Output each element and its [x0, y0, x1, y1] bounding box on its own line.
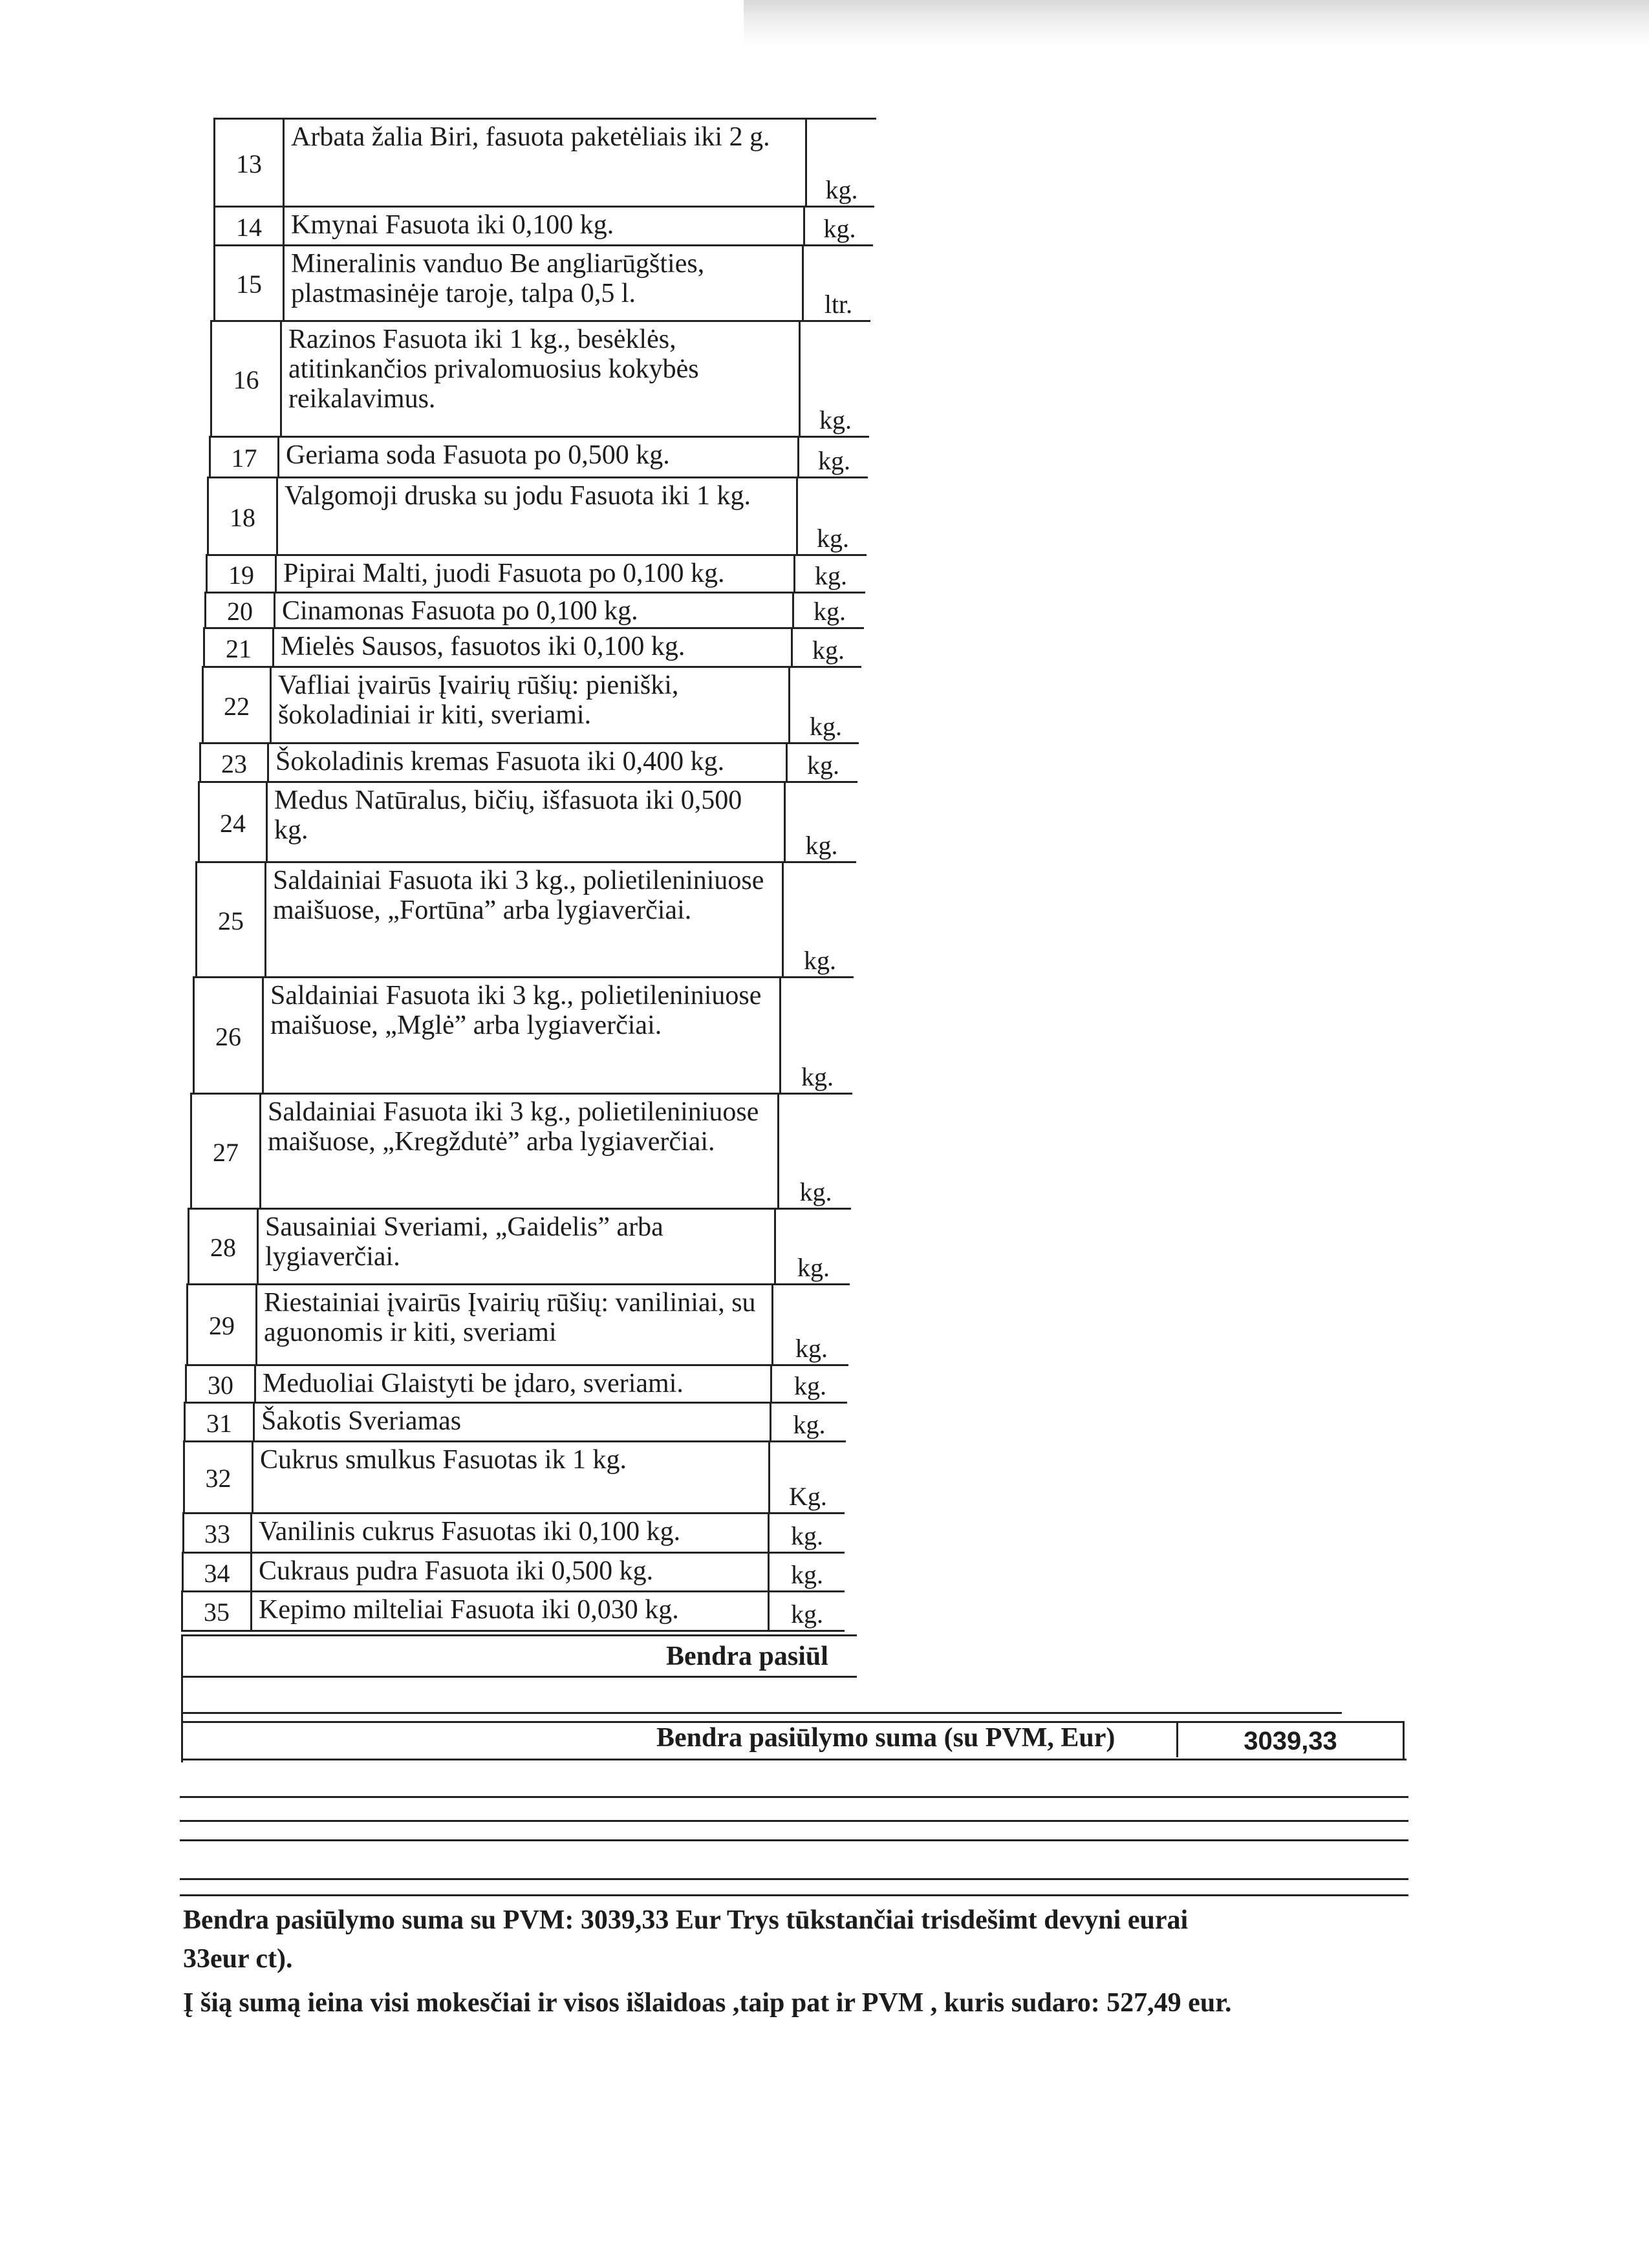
item-description: Saldainiai Fasuota iki 3 kg., polietileniniuose maišuose, „Fortūna” arba lygiaverčiai. — [266, 863, 784, 978]
table-row — [190, 1093, 852, 1210]
item-description: Mineralinis vanduo Be angliarūgšties, plastmasinėje taroje, talpa 0,5 l. — [285, 246, 804, 322]
item-number: 33 — [182, 1514, 252, 1554]
item-description: Pipirai Malti, juodi Fasuota po 0,100 kg. — [277, 556, 795, 594]
table-row — [213, 118, 876, 208]
total-cut-label: Bendra pasiūl — [666, 1642, 828, 1671]
item-description: Cukrus smulkus Fasuotas ik 1 kg. — [253, 1442, 770, 1514]
item-description: Kepimo milteliai Fasuota iki 0,030 kg. — [252, 1592, 770, 1632]
blank-line-2 — [180, 1820, 1408, 1822]
item-number: 27 — [190, 1095, 261, 1210]
item-number: 19 — [206, 556, 277, 594]
blank-line-3 — [180, 1839, 1408, 1841]
table-row — [182, 1512, 845, 1554]
total-value: 3039,33 — [1244, 1727, 1337, 1755]
item-number: 29 — [186, 1285, 257, 1366]
item-number: 22 — [202, 668, 272, 744]
blank-line-5 — [180, 1894, 1408, 1896]
item-unit: kg. — [801, 1062, 834, 1091]
item-unit: kg. — [791, 1521, 823, 1550]
item-unit: kg. — [794, 1371, 826, 1400]
table-row — [198, 781, 857, 863]
item-description: Saldainiai Fasuota iki 3 kg., polietileniniuose maišuose, „Mglė” arba lygiaverčiai. — [264, 978, 781, 1095]
total-row-line-bottom — [181, 1759, 1406, 1760]
item-unit: kg. — [815, 561, 847, 590]
item-unit: Kg. — [789, 1482, 827, 1511]
item-number: 31 — [184, 1404, 255, 1442]
item-description: Šakotis Sveriamas — [255, 1404, 771, 1442]
summary-line-3: Į šią sumą ieina visi mokesčiai ir visos išlaidoas ,taip pat ir PVM , kuris sudaro: 527,49 eur. — [183, 1988, 1232, 2018]
table-row — [182, 1552, 845, 1592]
table-bottom-line — [181, 1630, 845, 1632]
scan-shadow — [744, 0, 1649, 45]
item-number: 32 — [183, 1442, 253, 1514]
item-number: 35 — [181, 1592, 252, 1632]
table-row — [203, 627, 864, 668]
table-row — [188, 1208, 851, 1285]
item-unit: kg. — [791, 1560, 823, 1589]
item-description: Arbata žalia Biri, fasuota paketėliais iki 2 g. — [285, 120, 807, 208]
item-description: Kmynai Fasuota iki 0,100 kg. — [285, 208, 805, 246]
item-number: 26 — [193, 978, 264, 1095]
table-row — [213, 244, 873, 322]
table-row — [206, 554, 867, 594]
item-unit: kg. — [793, 1410, 826, 1439]
item-unit: kg. — [799, 1177, 832, 1206]
total-row-line-top — [181, 1634, 857, 1636]
table-row — [210, 320, 870, 438]
total-row-line-mid — [181, 1676, 857, 1678]
item-description: Meduoliai Glaistyti be įdaro, sveriami. — [256, 1366, 772, 1404]
item-unit: kg. — [795, 1334, 828, 1363]
item-unit: kg. — [791, 1599, 823, 1629]
item-description: Mielės Sausos, fasuotos iki 0,100 kg. — [274, 629, 793, 668]
blank-line-4 — [180, 1878, 1408, 1880]
item-number: 25 — [195, 863, 266, 978]
table-row — [181, 1590, 845, 1632]
item-description: Razinos Fasuota iki 1 kg., besėklės, atitinkančios privalomuosius kokybės reikalavimus. — [282, 322, 801, 438]
item-number: 20 — [204, 594, 275, 629]
item-description: Vanilinis cukrus Fasuotas iki 0,100 kg. — [252, 1514, 770, 1554]
item-unit: kg. — [818, 446, 850, 475]
item-number: 13 — [213, 120, 285, 208]
item-number: 23 — [199, 744, 269, 783]
item-description: Valgomoji druska su jodu Fasuota iki 1 kg. — [278, 478, 798, 556]
table-row — [184, 1402, 847, 1442]
table-row — [202, 666, 861, 744]
item-unit: kg. — [819, 405, 852, 434]
summary-line-1: Bendra pasiūlymo suma su PVM: 3039,33 Eur Trys tūkstančiai trisdešimt devyni eurai — [183, 1905, 1189, 1935]
item-unit: kg. — [823, 214, 856, 243]
table-row — [209, 436, 869, 478]
item-number: 30 — [185, 1366, 256, 1404]
item-number: 24 — [198, 783, 268, 863]
item-unit: kg. — [825, 175, 858, 204]
total-value-cell — [1178, 1721, 1405, 1760]
item-unit: kg. — [807, 751, 839, 780]
item-unit: kg. — [812, 636, 845, 665]
table-row — [207, 476, 868, 556]
item-unit: kg. — [810, 712, 842, 741]
blank-line-1 — [180, 1796, 1408, 1798]
item-number: 18 — [207, 478, 278, 556]
item-unit: kg. — [817, 524, 849, 553]
table-row — [193, 976, 854, 1095]
item-unit: kg. — [814, 597, 846, 626]
item-description: Cinamonas Fasuota po 0,100 kg. — [275, 594, 794, 629]
item-description: Šokoladinis kremas Fasuota iki 0,400 kg. — [269, 744, 788, 783]
item-number: 28 — [188, 1210, 259, 1285]
total-label: Bendra pasiūlymo suma (su PVM, Eur) — [656, 1723, 1116, 1753]
table-row — [186, 1283, 850, 1366]
table-row — [213, 206, 874, 246]
item-number: 15 — [213, 246, 285, 322]
item-unit: kg. — [797, 1253, 830, 1282]
item-description: Geriama soda Fasuota po 0,500 kg. — [279, 438, 799, 478]
item-number: 34 — [182, 1554, 252, 1592]
item-description: Vafliai įvairūs Įvairių rūšių: pieniški, šokoladiniai ir kiti, sveriami. — [272, 668, 790, 744]
item-description: Saldainiai Fasuota iki 3 kg., polietileniniuose maišuose, „Kregždutė” arba lygiaverčiai. — [261, 1095, 779, 1210]
item-description: Medus Natūralus, bičių, išfasuota iki 0,500 kg. — [268, 783, 786, 863]
item-number: 16 — [210, 322, 282, 438]
item-unit: kg. — [805, 831, 838, 860]
item-description: Cukraus pudra Fasuota iki 0,500 kg. — [252, 1554, 770, 1592]
table-row — [185, 1364, 848, 1404]
item-number: 21 — [203, 629, 274, 668]
total-row-line-low — [181, 1712, 1342, 1714]
table-row — [199, 742, 859, 783]
item-description: Riestainiai įvairūs Įvairių rūšių: vaniliniai, su aguonomis ir kiti, sveriami — [257, 1285, 773, 1366]
item-unit: kg. — [804, 946, 836, 975]
item-number: 17 — [209, 438, 279, 478]
item-description: Sausainiai Sveriami, „Gaidelis” arba lygiaverčiai. — [259, 1210, 776, 1285]
table-row — [195, 861, 856, 978]
table-row — [183, 1440, 846, 1514]
table-row — [204, 592, 865, 629]
item-number: 14 — [213, 208, 285, 246]
item-unit: ltr. — [824, 290, 853, 319]
summary-line-2: 33eur ct). — [183, 1944, 293, 1974]
